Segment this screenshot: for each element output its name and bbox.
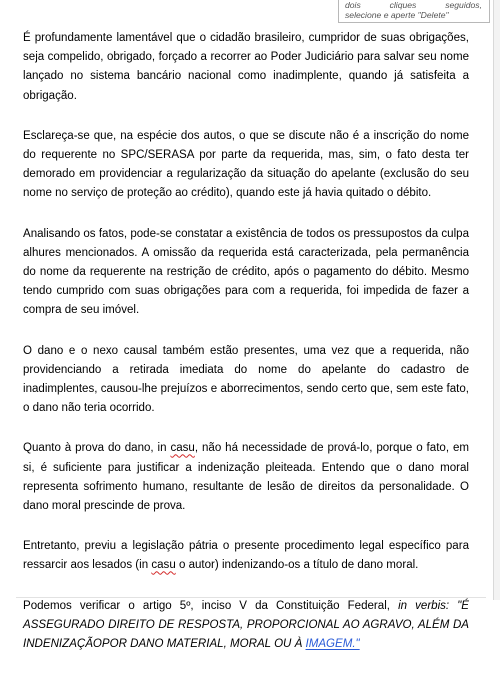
paragraph-7-text-a: Podemos verificar o artigo 5º, inciso V da Constituição Federal, xyxy=(23,599,399,612)
paragraph-2: Esclareça-se que, na espécie dos autos, o que se discute não é a inscrição do nome do requerente no SPC/SERASA por parte da requerida, mas, sim, o fato desta ter demorado em providenciar a regularização da situação do apelante (exclusão do seu nome no serviço de proteção ao crédito), quando este já havia quitado o débito. xyxy=(23,129,469,200)
paragraph-6-text-b: o autor) indenizando-os a título de dano moral. xyxy=(175,559,419,572)
paragraph-6 xyxy=(23,537,469,575)
paragraph-6-text-a: Entretanto, previu a legislação pátria o presente procedimento legal específico para ressarcir aos lesados (in xyxy=(23,540,469,572)
spelling-flagged-word[interactable]: casu xyxy=(151,559,176,572)
spelling-flagged-word[interactable]: casu xyxy=(170,442,195,455)
comment-line-2: selecione e aperte "Delete" xyxy=(345,10,449,20)
document-body[interactable] xyxy=(23,29,469,675)
page-bottom-divider xyxy=(16,597,486,598)
grammar-flagged-word[interactable]: IMAGEM." xyxy=(305,638,360,651)
paragraph-5-text-b: , não há necessidade de prová-lo, porque o fato, em si, é suficiente para justificar a indenização pleiteada. Entendo que o dano moral representa sofrimento humano, resultante de lesão de direitos da personalidade. O dano moral prescinde de prova. xyxy=(23,442,469,513)
comment-word: cliques xyxy=(389,0,417,10)
paragraph-4: O dano e o nexo causal também estão presentes, uma vez que a requerida, não providenciando a retirada imediata do nome do apelante do cadastro de inadimplentes, causou-lhe prejuízos e aborrecimentos, sendo certo que, sem este fato, o dano não teria ocorrido. xyxy=(23,344,469,415)
paragraph-7 xyxy=(23,597,469,655)
paragraph-5-text-a: Quanto à prova do dano, in xyxy=(23,442,171,455)
constitution-quote: in verbis: "É ASSEGURADO DIREITO DE RESPOSTA, PROPORCIONAL AO AGRAVO, ALÉM DA INDENIZAÇÃOPOR DANO MATERIAL, MORAL OU À xyxy=(23,599,470,651)
comment-word: seguidos, xyxy=(445,0,482,10)
paragraph-1: É profundamente lamentável que o cidadão brasileiro, cumpridor de suas obrigações, seja compelido, obrigado, forçado a recorrer ao Poder Judiciário para salvar seu nome lançado no sistema bancário nacional como inadimplente, quando já satisfeita a obrigação. xyxy=(23,32,469,102)
page-edge-shadow xyxy=(494,0,500,600)
paragraph-5 xyxy=(23,439,469,516)
paragraph-3: Analisando os fatos, pode-se constatar a existência de todos os pressupostos da culpa alhures mencionados. A omissão da requerida está caracterizada, pela permanência do nome da requerente na restrição de crédito, após o pagamento do débito. Mesmo tendo cumprido com suas obrigações para com a requerida, foi impedida de fazer a compra de seu imóvel. xyxy=(23,227,469,317)
comment-balloon[interactable] xyxy=(338,0,490,23)
comment-line-1 xyxy=(345,0,482,10)
comment-word: dois xyxy=(345,0,361,10)
